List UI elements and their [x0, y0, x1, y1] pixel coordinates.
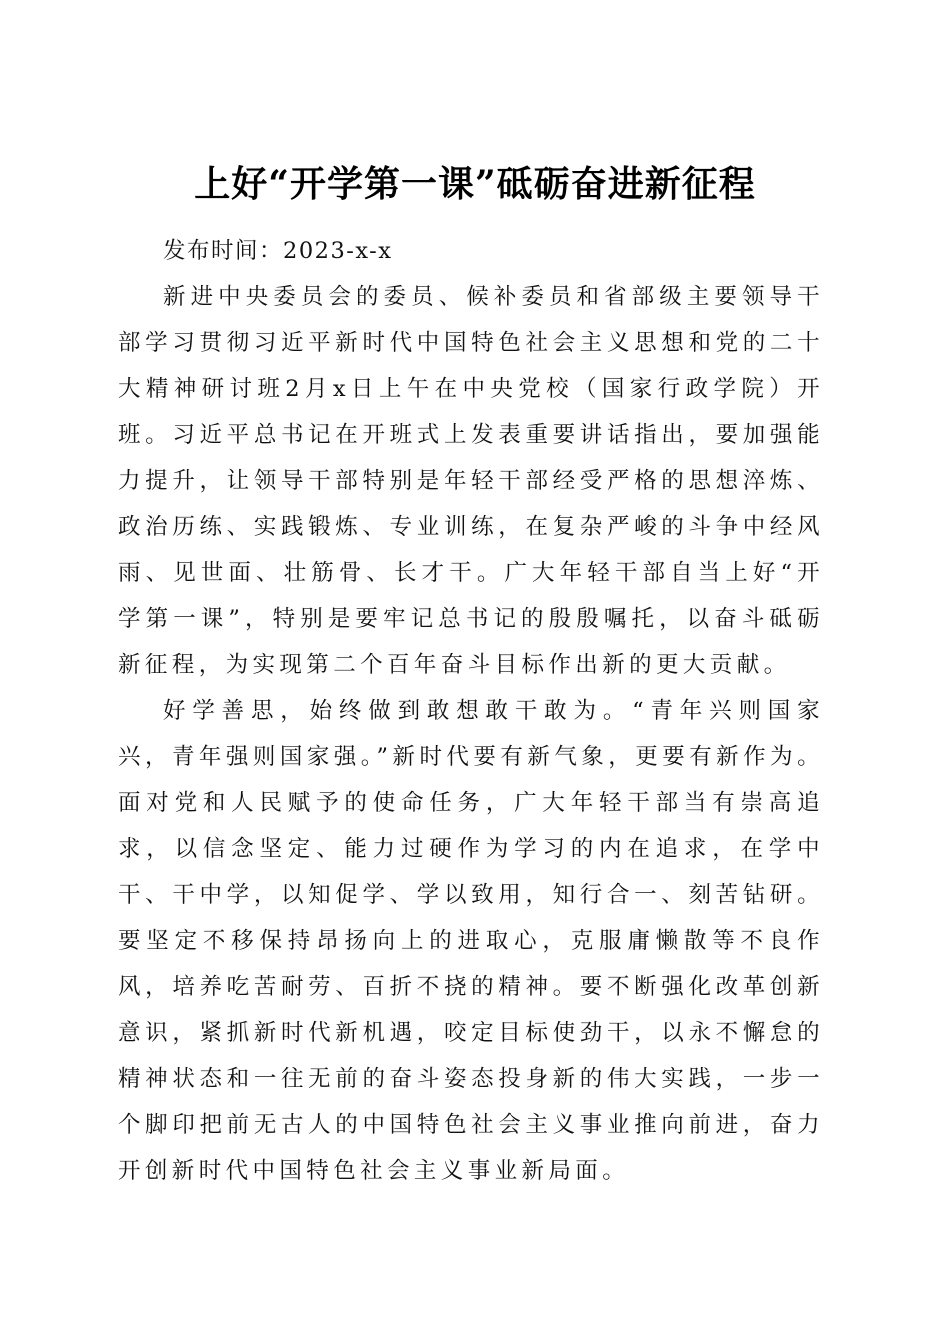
document-title: 上好“开学第一课”砥砺奋进新征程	[194, 163, 756, 206]
document-body	[118, 228, 824, 1194]
paragraph-2: 好学善思，始终做到敢想敢干敢为。“青年兴则国家兴，青年强则国家强。”新时代要有新气象，更要有新作为。面对党和人民赋予的使命任务，广大年轻干部当有崇高追求，以信念坚定、能力过硬作为学习的内在追求，在学中干、干中学，以知促学、学以致用，知行合一、刻苦钻研。要坚定不移保持昂扬向上的进取心，克服庸懒散等不良作风，培养吃苦耐劳、百折不挠的精神。要不断强化改革创新意识，紧抓新时代新机遇，咬定目标使劲干，以永不懈怠的精神状态和一往无前的奋斗姿态投身新的伟大实践，一步一个脚印把前无古人的中国特色社会主义事业推向前进，奋力开创新时代中国特色社会主义事业新局面。	[118, 698, 824, 1184]
publish-date: 发布时间：2023-x-x	[163, 238, 393, 264]
paragraph-1: 新进中央委员会的委员、候补委员和省部级主要领导干部学习贯彻习近平新时代中国特色社会主义思想和党的二十大精神研讨班2月x日上午在中央党校（国家行政学院）开班。习近平总书记在开班式上发表重要讲话指出，要加强能力提升，让领导干部特别是年轻干部经受严格的思想淬炼、政治历练、实践锻炼、专业训练，在复杂严峻的斗争中经风雨、见世面、壮筋骨、长才干。广大年轻干部自当上好“开学第一课”，特别是要牢记总书记的殷殷嘱托，以奋斗砥砺新征程，为实现第二个百年奋斗目标作出新的更大贡献。	[118, 284, 824, 678]
